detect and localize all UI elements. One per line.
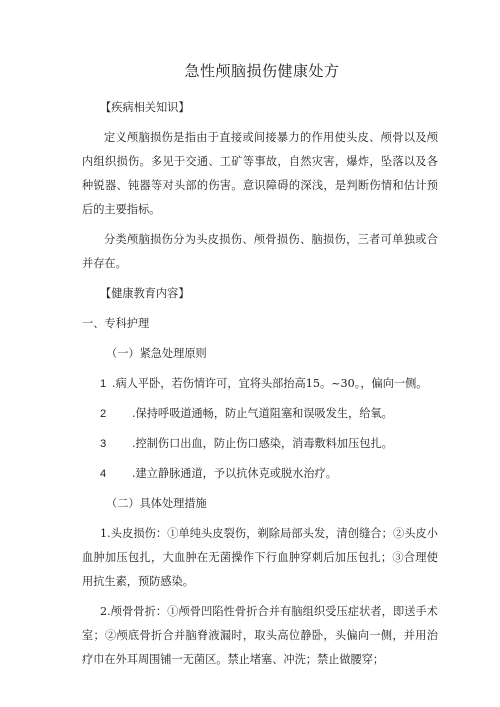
principle-number: 4 xyxy=(100,468,107,480)
principle-text: .建立静脉通道，予以抗休克或脱水治疗。 xyxy=(132,467,337,480)
measure-item-1 xyxy=(82,522,438,594)
section-header-health-education: 【健康教育内容】 xyxy=(100,287,190,300)
part-1-header: 一、专科护理 xyxy=(82,317,150,330)
measure-number: 2 xyxy=(100,605,108,618)
principle-number: 2 xyxy=(100,408,107,420)
classification-paragraph: 分类颅脑损伤分为头皮损伤、颅骨损伤、脑损伤，三者可单独或合并存在。 xyxy=(82,233,438,270)
measure-number: 1 xyxy=(100,527,108,540)
principle-item-2 xyxy=(82,402,438,426)
section-header-disease-knowledge: 【疾病相关知识】 xyxy=(100,101,190,114)
principle-text: .病人平卧，若伤情许可，宜将头部抬高15。~30。，偏向一侧。 xyxy=(112,377,428,390)
document-title: 急性颅脑损伤健康处方 xyxy=(184,62,340,80)
measure-text: .颅骨骨折：①颅骨凹陷性骨折合并有脑组织受压症状者，即送手术室；②颅底骨折合并脑脊液漏时，取头高位静卧，头偏向一侧，并用治疗巾在外耳周围铺一无菌区。禁止堵塞、冲洗；禁止做腰穿； xyxy=(82,605,438,666)
principle-item-4 xyxy=(82,462,438,486)
principle-text: .保持呼吸道通畅，防止气道阻塞和误吸发生，给氧。 xyxy=(132,407,393,420)
subsection-1-header: （一）紧急处理原则 xyxy=(106,347,207,360)
principle-item-3 xyxy=(82,432,438,456)
principle-number: 1 xyxy=(100,378,107,390)
principle-number: 3 xyxy=(100,438,107,450)
subsection-2-header: （二）具体处理措施 xyxy=(106,497,207,510)
principle-text: .控制伤口出血，防止伤口感染，消毒敷料加压包扎。 xyxy=(132,437,393,450)
principle-item-1 xyxy=(82,372,438,396)
definition-paragraph: 定义颅脑损伤是指由于直接或间接暴力的作用使头皮、颅骨以及颅内组织损伤。多见于交通、工矿等事故，自然灾害，爆炸，坠落以及各种锐器、钝器等对头部的伤害。意识障碍的深浅，是判断伤情和估计预后的主要指标。 xyxy=(82,131,438,216)
measure-item-2 xyxy=(82,600,438,672)
measure-text: .头皮损伤：①单纯头皮裂伤，剃除局部头发，清创缝合；②头皮小血肿加压包扎，大血肿在无菌操作下行血肿穿刺后加压包扎；③合理使用抗生素，预防感染。 xyxy=(82,527,438,588)
